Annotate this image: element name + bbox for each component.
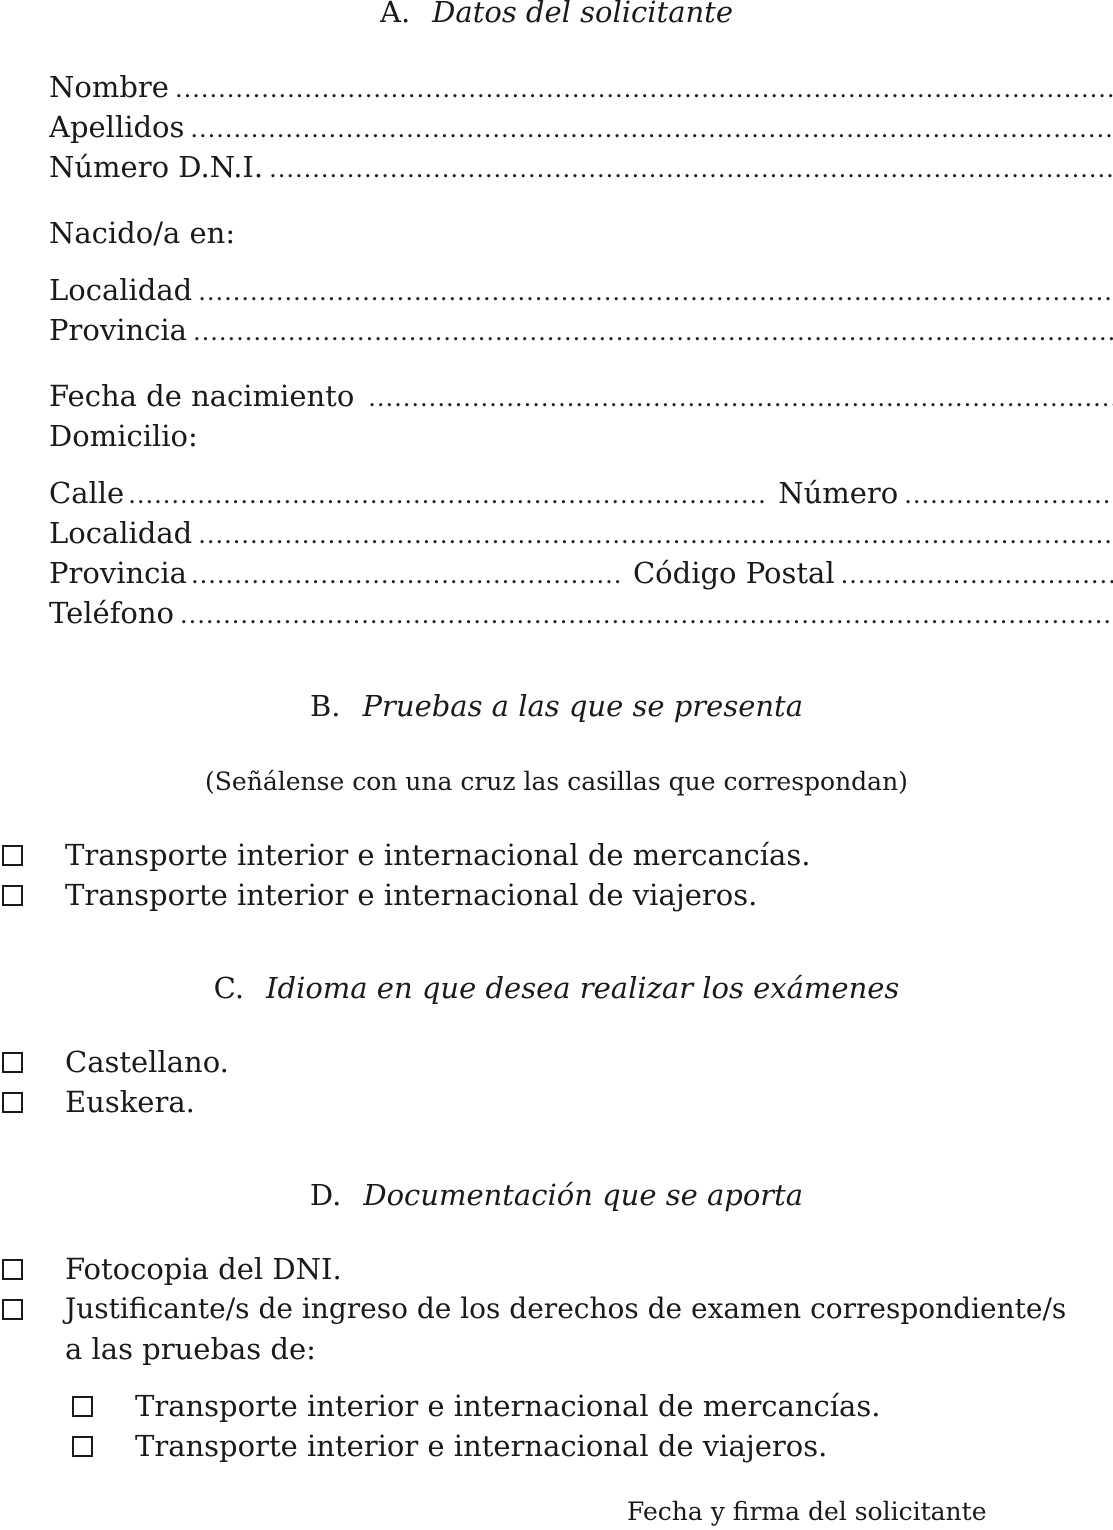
dni-label: Número D.N.I. — [49, 150, 264, 184]
checkbox-viajeros[interactable] — [2, 885, 23, 906]
nacido-label: Nacido/a en: — [49, 216, 236, 250]
checkbox-justificante-viajeros[interactable] — [72, 1436, 93, 1457]
sub-option-viajeros-label: Transporte interior e internacional de viajeros. — [135, 1429, 828, 1463]
section-d-title: Documentación que se aporta — [363, 1178, 804, 1212]
section-a-heading — [0, 0, 1113, 30]
section-c-letter: C. — [213, 971, 245, 1005]
localidad-label: Localidad — [49, 273, 193, 307]
checkbox-euskera[interactable] — [2, 1092, 23, 1113]
section-b-title: Pruebas a las que se presenta — [362, 689, 803, 723]
section-d-heading — [0, 1177, 1113, 1213]
section-b-heading — [0, 688, 1113, 724]
telefono-label: Teléfono — [49, 596, 175, 630]
field-telefono[interactable] — [49, 594, 1113, 632]
calle-label: Calle — [49, 476, 125, 510]
localidad-dotted-line[interactable] — [198, 273, 1113, 309]
nombre-label: Nombre — [49, 70, 169, 104]
provincia-label: Provincia — [49, 313, 187, 347]
provincia-domicilio-label: Provincia — [49, 556, 187, 590]
section-b-note: (Señálense con una cruz las casillas que correspondan) — [205, 767, 908, 796]
option-fotocopia-dni-label: Fotocopia del DNI. — [65, 1252, 342, 1286]
section-a-title: Datos del solicitante — [432, 0, 733, 29]
option-viajeros-label: Transporte interior e internacional de viajeros. — [65, 878, 758, 912]
numero-dotted-line[interactable] — [904, 476, 1113, 512]
provincia-dotted-line[interactable] — [193, 313, 1113, 349]
field-calle-numero[interactable] — [49, 474, 1113, 512]
section-c-heading — [0, 970, 1113, 1006]
signature-label: Fecha y firma del solicitante — [627, 1497, 987, 1526]
field-provincia-cp[interactable] — [49, 554, 1113, 592]
localidad-domicilio-dotted-line[interactable] — [198, 516, 1113, 552]
sub-option-mercancias-label: Transporte interior e internacional de mercancías. — [135, 1389, 881, 1423]
field-localidad-nacimiento[interactable] — [49, 271, 1113, 309]
nombre-dotted-line[interactable] — [175, 70, 1113, 106]
checkbox-castellano[interactable] — [2, 1052, 23, 1073]
checkbox-justificante-mercancias[interactable] — [72, 1396, 93, 1417]
fecha-nacimiento-label: Fecha de nacimiento — [49, 379, 355, 413]
localidad-domicilio-label: Localidad — [49, 516, 193, 550]
option-castellano-label: Castellano. — [65, 1045, 229, 1079]
field-nombre[interactable] — [49, 68, 1113, 106]
section-b-letter: B. — [309, 689, 341, 723]
option-justificante-label: Justificante/s de ingreso de los derechos de examen correspondiente/s — [65, 1292, 1067, 1325]
fecha-nacimiento-dotted-line[interactable] — [368, 379, 1113, 415]
checkbox-justificante[interactable] — [2, 1299, 23, 1320]
domicilio-label: Domicilio: — [49, 419, 198, 453]
checkbox-mercancias[interactable] — [2, 845, 23, 866]
section-c-title: Idioma en que desea realizar los exámenes — [266, 971, 900, 1005]
option-justificante-label-cont: a las pruebas de: — [65, 1332, 316, 1366]
section-a-letter: A. — [380, 0, 411, 29]
option-mercancias-label: Transporte interior e internacional de mercancías. — [65, 838, 811, 872]
apellidos-dotted-line[interactable] — [190, 110, 1113, 146]
field-localidad-domicilio[interactable] — [49, 514, 1113, 552]
field-apellidos[interactable] — [49, 108, 1113, 146]
codigo-postal-dotted-line[interactable] — [841, 556, 1113, 592]
apellidos-label: Apellidos — [49, 110, 185, 144]
calle-dotted-line[interactable] — [128, 476, 768, 512]
telefono-dotted-line[interactable] — [180, 596, 1113, 632]
section-d-letter: D. — [309, 1178, 342, 1212]
option-euskera-label: Euskera. — [65, 1085, 195, 1119]
field-fecha-nacimiento[interactable] — [49, 377, 1113, 415]
provincia-domicilio-dotted-line[interactable] — [191, 556, 623, 592]
field-provincia-nacimiento[interactable] — [49, 311, 1113, 349]
numero-label: Número — [778, 476, 899, 510]
checkbox-fotocopia-dni[interactable] — [2, 1259, 23, 1280]
field-dni[interactable] — [49, 148, 1113, 186]
codigo-postal-label: Código Postal — [632, 556, 835, 590]
dni-dotted-line[interactable] — [269, 150, 1113, 186]
